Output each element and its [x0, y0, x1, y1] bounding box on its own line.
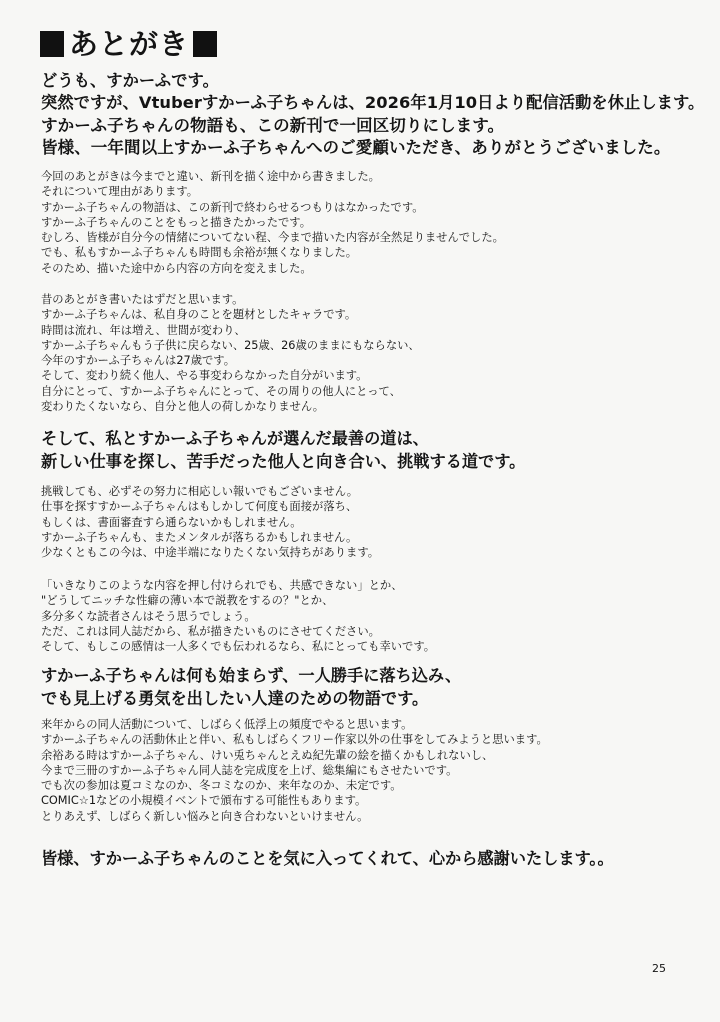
text-line: すかーふ子ちゃんは、私自身のことを題材としたキャラです。 [41, 308, 357, 322]
paragraph-3 [41, 484, 379, 560]
text-line: 少なくともこの今は、中途半端になりたくない気持ちがあります。 [41, 546, 380, 560]
text-line: 昔のあとがき書いたはずだと思います。 [41, 293, 244, 306]
text-line: もしくは、書面審査すら通らないかもしれません。 [41, 515, 302, 529]
text-line: "どうしてニッチな性癖の薄い本で説教をするの？"とか、 [41, 594, 334, 608]
text-line: すかーふ子ちゃんの物語も、この新刊で一回区切りにします。 [41, 115, 505, 135]
title-text: あとがき [69, 27, 190, 61]
text-line: すかーふ子ちゃんの物語は、この新刊で終わらせるつもりはなかったです。 [41, 200, 424, 214]
black-square-icon [193, 31, 217, 57]
black-square-icon [40, 31, 64, 57]
text-line: 挑戦しても、必ずその努力に相応しい報いでもございません。 [41, 485, 358, 498]
text-line: すかーふ子ちゃんもう子供に戻らない、25歳、26歳のままにもならない、 [41, 338, 420, 352]
text-line: すかーふ子ちゃんのことをもっと描きたかったです。 [41, 215, 311, 229]
lead-paragraph [41, 70, 704, 159]
text-line: COMIC☆1などの小規模イベントで頒布する可能性もあります。 [41, 794, 367, 808]
text-line: 仕事を探すすかーふ子ちゃんはもしかして何度も面接が落ち、 [41, 500, 358, 514]
paragraph-5 [41, 717, 548, 824]
text-line: でも、私もすかーふ子ちゃんも時間も余裕が無くなりました。 [41, 246, 358, 260]
text-line: 今回のあとがきは今までと違い、新刊を描く途中から書きました。 [41, 170, 380, 183]
text-line: 自分にとって、すかーふ子ちゃんにとって、その周りの他人にとって、 [41, 384, 401, 398]
text-line: むしろ、皆様が自分今の情緒についてない程、今まで描いた内容が全然足りませんでした。 [41, 231, 504, 245]
bold-statement-2 [41, 665, 461, 710]
text-line: でも次の参加は夏コミなのか、冬コミなのか、来年なのか、未定です。 [41, 779, 402, 793]
text-line: そして、私とすかーふ子ちゃんが選んだ最善の道は、 [41, 429, 429, 448]
text-line: そして、変わり続く他人、やる事変わらなかった自分がいます。 [41, 369, 368, 383]
text-line: 「いきなりこのような内容を押し付けられでも、共感できない」とか、 [41, 579, 403, 592]
text-line: 多分多くな読者さんはそう思うでしょう。 [41, 609, 256, 623]
text-line: それについて理由があります。 [41, 185, 199, 199]
text-line: そのため、描いた途中から内容の方向を変えました。 [41, 261, 312, 275]
text-line: 変わりたくないなら、自分と他人の荷しかなりません。 [41, 400, 325, 414]
text-line: 時間は流れ、年は増え、世間が変わり、 [41, 323, 246, 337]
page-title [40, 24, 217, 64]
text-line: 新しい仕事を探し、苦手だった他人と向き合い、挑戦する道です。 [41, 451, 526, 471]
text-line: でも見上げる勇気を出したい人達のための物語です。 [41, 688, 429, 708]
text-line: 突然ですが、Vtuberすかーふ子ちゃんは、2026年1月10日より配信活動を休止します。 [41, 93, 705, 113]
text-line: とりあえず、しばらく新しい悩みと向き合わないといけません。 [41, 809, 369, 823]
text-line: どうも、すかーふです。 [41, 71, 219, 90]
text-line: 皆様、一年間以上すかーふ子ちゃんへのご愛顧いただき、ありがとうございました。 [41, 137, 671, 157]
paragraph-4 [41, 578, 435, 654]
bold-statement-1 [41, 428, 525, 473]
text-line: 皆様、すかーふ子ちゃんのことを気に入ってくれて、心から感謝いたします。。 [41, 849, 614, 868]
text-line: 余裕ある時はすかーふ子ちゃん、けい兎ちゃんとえぬ紀先輩の絵を描くかもしれないし、 [41, 748, 494, 762]
text-line: すかーふ子ちゃんも、またメンタルが落ちるかもしれません。 [41, 530, 358, 544]
page-number: 25 [652, 962, 666, 975]
text-line: 今年のすかーふ子ちゃんは27歳です。 [41, 354, 235, 368]
paragraph-1 [41, 169, 504, 276]
paragraph-2 [41, 292, 420, 414]
text-line: 今まで三冊のすかーふ子ちゃん同人誌を完成度を上げ、総集編にもさせたいです。 [41, 763, 458, 777]
text-line: すかーふ子ちゃんの活動休止と伴い、私もしばらくフリー作家以外の仕事をしてみようと思います。 [41, 733, 548, 747]
text-line: 来年からの同人活動について、しばらく低浮上の頻度でやると思います。 [41, 718, 413, 731]
text-line: そして、もしこの感情は一人多くでも伝われるなら、私にとっても幸いです。 [41, 640, 436, 654]
text-line: ただ、これは同人誌だから、私が描きたいものにさせてください。 [41, 624, 380, 638]
text-line: すかーふ子ちゃんは何も始まらず、一人勝手に落ち込み、 [41, 666, 462, 685]
closing-statement [41, 848, 614, 871]
